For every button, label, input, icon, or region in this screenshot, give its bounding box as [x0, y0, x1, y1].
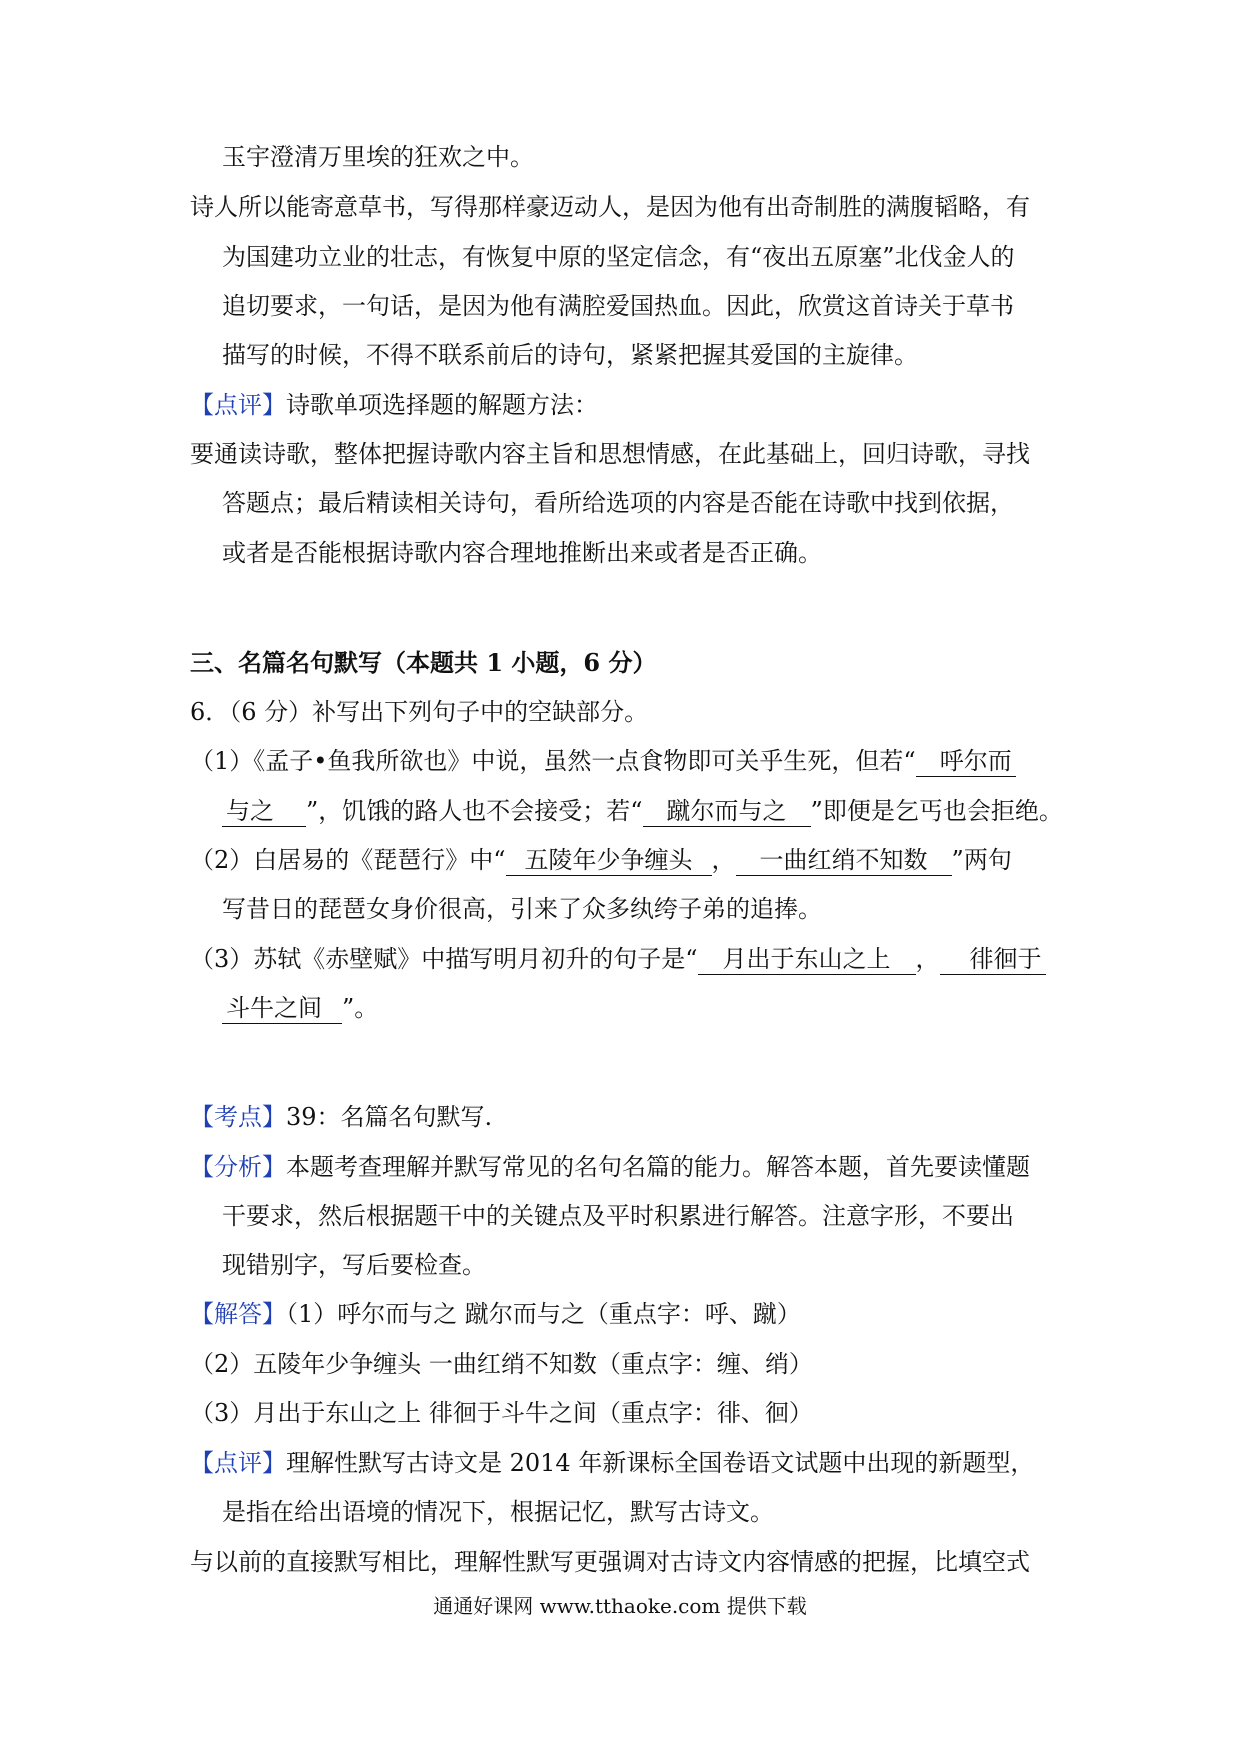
item-text: ， [711, 846, 736, 874]
comment-block [190, 388, 598, 422]
answer-blank: 五陵年少争缠头 [506, 845, 712, 876]
body-text-line: 追切要求，一句话，是因为他有满腔爱国热血。因此，欣赏这首诗关于草书 [222, 292, 1014, 320]
jieda-tag: 【解答】 [190, 1300, 286, 1328]
question-item-1-cont [222, 794, 1063, 828]
page-footer: 通通好课网 www.tthaoke.com 提供下载 [433, 1594, 807, 1618]
item-text: ”，饥饿的路人也不会接受；若“ [306, 797, 643, 825]
jieda-block [190, 1297, 801, 1331]
question-item-3-cont [222, 991, 378, 1025]
jieda-text: （1）呼尔而与之 蹴尔而与之（重点字：呼、蹴） [286, 1300, 801, 1328]
answer-blank: 呼尔而 [916, 746, 1016, 777]
body-text-line: 现错别字，写后要检查。 [222, 1251, 486, 1279]
answer-blank: 与之 [222, 796, 306, 827]
body-text-line: （3）月出于东山之上 徘徊于斗牛之间（重点字：徘、徊） [190, 1399, 813, 1427]
question-item-3 [190, 942, 1046, 976]
item-text: ， [915, 945, 940, 973]
section-heading: 三、名篇名句默写（本题共 1 小题，6 分） [190, 648, 657, 677]
body-text-line: （2）五陵年少争缠头 一曲红绡不知数（重点字：缠、绡） [190, 1350, 813, 1378]
answer-blank: 蹴尔而与之 [643, 796, 811, 827]
item-text: （1）《孟子•鱼我所欲也》中说，虽然一点食物即可关乎生死，但若“ [190, 747, 916, 775]
body-text-line: 与以前的直接默写相比，理解性默写更强调对古诗文内容情感的把握，比填空式 [190, 1548, 1030, 1576]
comment-tag: 【点评】 [190, 1449, 286, 1477]
fenxi-block [190, 1150, 1030, 1184]
kaodian-block [190, 1100, 492, 1134]
body-text-line: 或者是否能根据诗歌内容合理地推断出来或者是否正确。 [222, 539, 822, 567]
body-text-line: 描写的时候，不得不联系前后的诗句，紧紧把握其爱国的主旋律。 [222, 341, 918, 369]
fenxi-tag: 【分析】 [190, 1153, 286, 1181]
body-text-line: 要通读诗歌，整体把握诗歌内容主旨和思想情感，在此基础上，回归诗歌，寻找 [190, 440, 1030, 468]
item-text: ”。 [342, 994, 379, 1022]
body-text-line: 为国建功立业的壮志，有恢复中原的坚定信念，有“夜出五原塞”北伐金人的 [222, 243, 1015, 271]
item-text: （2）白居易的《琵琶行》中“ [190, 846, 506, 874]
item-text: ”两句 [951, 846, 1012, 874]
body-text-line: 诗人所以能寄意草书，写得那样豪迈动人，是因为他有出奇制胜的满腹韬略，有 [190, 193, 1030, 221]
item-text: （3）苏轼《赤壁赋》中描写明月初升的句子是“ [190, 945, 698, 973]
answer-blank: 徘徊于 [940, 944, 1046, 975]
question-item-2 [190, 843, 1012, 877]
answer-blank: 一曲红绡不知数 [736, 845, 952, 876]
question-stem: 6．（6 分）补写出下列句子中的空缺部分。 [190, 698, 649, 726]
comment-block [190, 1446, 1034, 1480]
body-text-line: 答题点；最后精读相关诗句，看所给选项的内容是否能在诗歌中找到依据， [222, 489, 1014, 517]
question-item-2-cont: 写昔日的琵琶女身价很高，引来了众多纨绔子弟的追捧。 [222, 895, 822, 923]
kaodian-text: 39：名篇名句默写. [286, 1103, 493, 1131]
item-text: ”即便是乞丐也会拒绝。 [810, 797, 1063, 825]
body-text-line: 是指在给出语境的情况下，根据记忆，默写古诗文。 [222, 1498, 774, 1526]
answer-blank: 月出于东山之上 [698, 944, 916, 975]
fenxi-text: 本题考查理解并默写常见的名句名篇的能力。解答本题，首先要读懂题 [286, 1153, 1030, 1181]
body-text-line: 干要求，然后根据题干中的关键点及平时积累进行解答。注意字形，不要出 [222, 1202, 1014, 1230]
answer-blank: 斗牛之间 [222, 993, 342, 1024]
question-item-1 [190, 744, 1016, 778]
comment-tag: 【点评】 [190, 391, 286, 419]
comment-text: 理解性默写古诗文是 2014 年新课标全国卷语文试题中出现的新题型， [286, 1449, 1035, 1477]
comment-text: 诗歌单项选择题的解题方法： [286, 391, 598, 419]
kaodian-tag: 【考点】 [190, 1103, 286, 1131]
body-text-line: 玉宇澄清万里埃的狂欢之中。 [222, 143, 534, 171]
